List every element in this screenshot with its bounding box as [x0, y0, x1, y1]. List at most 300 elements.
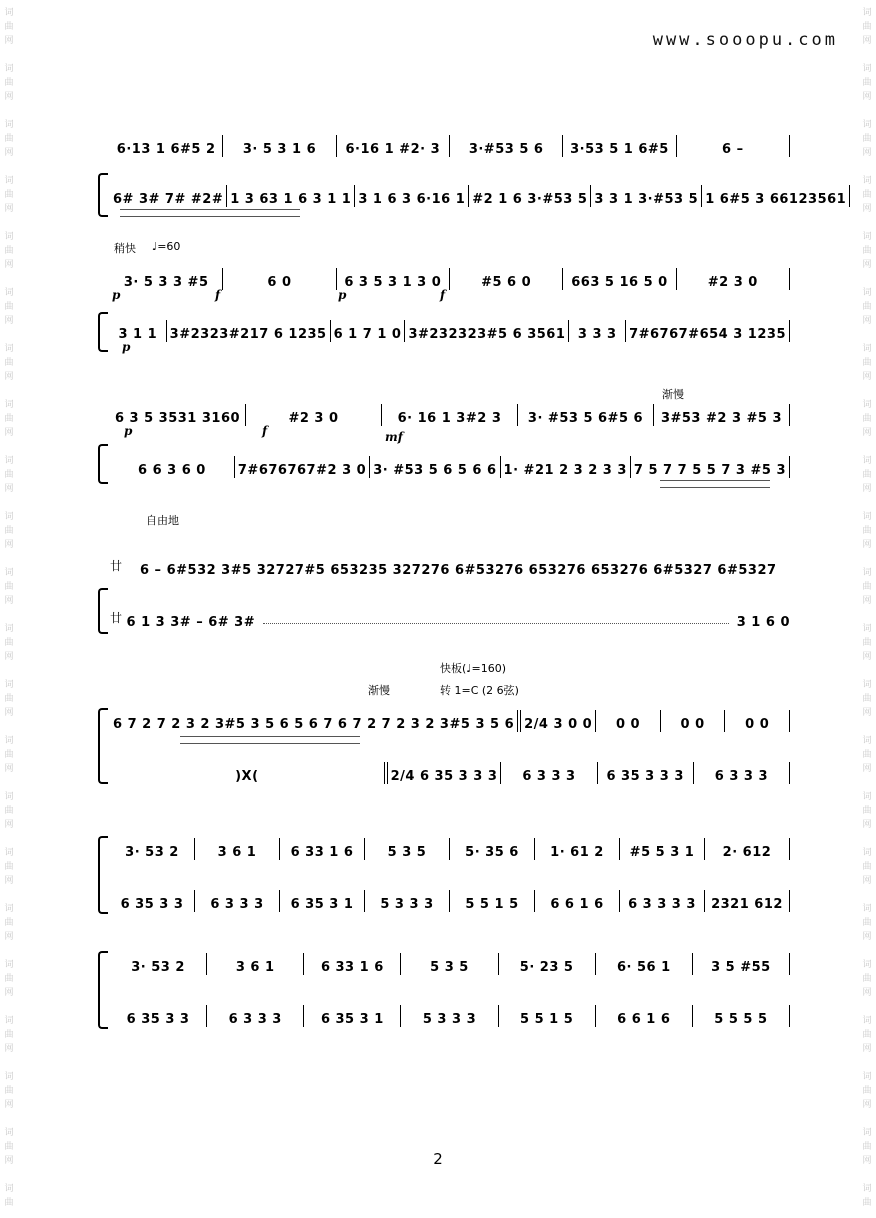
- dynamic-p: p: [112, 288, 121, 302]
- measure: [626, 320, 790, 342]
- measure: [280, 838, 365, 860]
- watermark-glyph: 网: [4, 316, 14, 326]
- watermark-glyph: 曲: [4, 1198, 14, 1208]
- notation-text: 3·#53 5 6: [468, 142, 544, 157]
- measure: [207, 1005, 304, 1027]
- notation-text: 3· 5 3 1 6: [242, 142, 317, 157]
- notation-text: 5 3 3 3: [380, 897, 434, 912]
- notation-text: 6 35 3 3 3: [606, 769, 684, 784]
- watermark-glyph: 曲: [4, 862, 14, 872]
- watermark-glyph: 词: [862, 456, 872, 466]
- notation-text: 5 3 5: [430, 960, 469, 975]
- watermark-glyph: 曲: [4, 750, 14, 760]
- watermark-glyph: 曲: [4, 582, 14, 592]
- measure: [370, 456, 500, 478]
- watermark-glyph: 词: [862, 960, 872, 970]
- notation-text: 6· 56 1: [616, 960, 671, 975]
- notation-text: 6 0: [267, 275, 292, 290]
- measure: [535, 890, 620, 912]
- tempo-change-marking: 快板(♩=160): [440, 662, 506, 675]
- watermark-glyph: 词: [862, 176, 872, 186]
- measure: [365, 838, 450, 860]
- upper-staff: [110, 706, 790, 732]
- watermark-glyph: 网: [862, 1044, 872, 1054]
- measure: [694, 762, 790, 784]
- watermark-glyph: 曲: [4, 358, 14, 368]
- notation-text: 6 3 5 3 1 3 0: [344, 275, 442, 290]
- watermark-glyph: 词: [4, 1128, 14, 1138]
- notation-text: 5 5 5 5: [714, 1012, 768, 1027]
- notation-text: 3 1 6 0: [736, 615, 790, 630]
- notation-text: 6 33 1 6: [320, 960, 384, 975]
- measure: [355, 185, 469, 207]
- measure: [223, 268, 336, 290]
- watermark-glyph: 曲: [862, 78, 872, 88]
- watermark-glyph: 词: [4, 456, 14, 466]
- notation-text: 6 3 3 3: [210, 897, 264, 912]
- notation-text: 3#232323#5 6 3561: [408, 327, 566, 342]
- measure: [110, 838, 195, 860]
- score-system-4: [100, 508, 790, 638]
- watermark-glyph: 词: [862, 232, 872, 242]
- notation-text: 6 33 1 6: [290, 845, 354, 860]
- notation-text: 0 0: [745, 717, 770, 732]
- score-system-6: [100, 820, 790, 920]
- watermark-glyph: 网: [4, 260, 14, 270]
- notation-text: 6 35 3 1: [290, 897, 354, 912]
- watermark-glyph: 曲: [4, 22, 14, 32]
- watermark-glyph: 曲: [4, 1086, 14, 1096]
- watermark-glyph: 词: [4, 512, 14, 522]
- notation-text: #5 5 3 1: [629, 845, 695, 860]
- watermark-glyph: 曲: [4, 190, 14, 200]
- measure: [110, 320, 167, 342]
- watermark-glyph: 曲: [4, 694, 14, 704]
- measure: [227, 185, 355, 207]
- watermark-glyph: 曲: [862, 806, 872, 816]
- notation-text: 2/4 6 35 3 3 3: [390, 769, 498, 784]
- notation-text: 3#2323#217 6 1235: [169, 327, 327, 342]
- watermark-glyph: 曲: [4, 526, 14, 536]
- notation-text: 6 6 3 6 0: [138, 463, 206, 478]
- watermark-glyph: 词: [862, 64, 872, 74]
- score-system-1: [100, 125, 847, 220]
- measure: [331, 320, 406, 342]
- measure: [110, 710, 521, 732]
- watermark-glyph: 曲: [862, 414, 872, 424]
- measure: [246, 404, 382, 426]
- notation-text: 3 6 1: [235, 960, 275, 975]
- watermark-glyph: 网: [4, 932, 14, 942]
- measure: [235, 456, 370, 478]
- measure: [677, 268, 790, 290]
- watermark-glyph: 曲: [4, 78, 14, 88]
- notation-text: 3 6 1: [217, 845, 257, 860]
- notation-text: 6 3 3 3: [714, 769, 769, 784]
- lower-staff: [110, 758, 790, 784]
- measure: [337, 135, 450, 157]
- decrescendo-hairpin: [660, 480, 770, 488]
- watermark-glyph: 网: [862, 316, 872, 326]
- watermark-glyph: 网: [4, 708, 14, 718]
- measure: [110, 135, 223, 157]
- measure: [499, 953, 596, 975]
- watermark-glyph: 曲: [862, 134, 872, 144]
- notation-text: 5 3 3 3: [422, 1012, 477, 1027]
- measure: [499, 1005, 596, 1027]
- watermark-glyph: 网: [4, 820, 14, 830]
- watermark-glyph: 词: [4, 288, 14, 298]
- notation-text: 6 –: [722, 142, 744, 157]
- notation-text: 7#676767#2 3 0: [237, 463, 367, 478]
- measure: [535, 838, 620, 860]
- watermark-glyph: 曲: [862, 638, 872, 648]
- notation-text: 3 5 #55: [711, 960, 771, 975]
- watermark-glyph: 曲: [4, 414, 14, 424]
- watermark-glyph: 曲: [862, 974, 872, 984]
- watermark-glyph: 曲: [4, 470, 14, 480]
- watermark-glyph: 词: [862, 512, 872, 522]
- measure: [280, 890, 365, 912]
- upper-staff: [110, 834, 790, 860]
- watermark-glyph: 词: [862, 400, 872, 410]
- notation-text: 2/4 3 0 0: [524, 717, 593, 732]
- measure: [569, 320, 626, 342]
- watermark-glyph: 网: [862, 372, 872, 382]
- watermark-glyph: 网: [862, 204, 872, 214]
- roll-mark: )X(: [235, 769, 259, 784]
- notation-text: 6 6 1 6: [617, 1012, 671, 1027]
- watermark-glyph: 曲: [862, 1086, 872, 1096]
- measure: [110, 953, 207, 975]
- notation-text: 3· #53 5 6#5 6: [527, 411, 644, 426]
- watermark-glyph: 曲: [4, 1142, 14, 1152]
- measure: [110, 456, 235, 478]
- watermark-glyph: 曲: [862, 918, 872, 928]
- site-url: www.sooopu.com: [652, 30, 838, 50]
- watermark-glyph: 曲: [4, 134, 14, 144]
- watermark-glyph: 曲: [862, 1142, 872, 1152]
- page-number: 2: [433, 1150, 443, 1168]
- watermark-glyph: 曲: [862, 470, 872, 480]
- watermark-glyph: 曲: [862, 190, 872, 200]
- watermark-glyph: 词: [862, 736, 872, 746]
- watermark-glyph: 网: [4, 764, 14, 774]
- watermark-glyph: 网: [862, 1156, 872, 1166]
- measure: [110, 185, 227, 207]
- notation-text: 6 3 5 3531 3160: [114, 411, 241, 426]
- notation-text: 3 3 3: [577, 327, 617, 342]
- watermark-glyph: 词: [862, 344, 872, 354]
- lower-staff: [110, 604, 790, 630]
- measure: [388, 762, 502, 784]
- measure: [705, 838, 790, 860]
- watermark-glyph: 词: [4, 568, 14, 578]
- notation-text: 6· 16 1 3#2 3: [397, 411, 502, 426]
- notation-text: 2· 612: [722, 845, 772, 860]
- notation-text: 3· 53 2: [131, 960, 185, 975]
- score-system-5: [100, 660, 790, 790]
- upper-staff: [110, 400, 790, 426]
- measure: [702, 185, 850, 207]
- watermark-glyph: 曲: [4, 974, 14, 984]
- measure: [223, 135, 336, 157]
- watermark-right-strip: [860, 0, 874, 1218]
- score-system-2: [100, 240, 790, 360]
- watermark-glyph: 网: [4, 148, 14, 158]
- notation-text: 2321 612: [711, 897, 783, 912]
- watermark-glyph: 词: [4, 792, 14, 802]
- watermark-glyph: 曲: [4, 638, 14, 648]
- notation-text: 1 3 63 1 6 3 1 1: [230, 192, 352, 207]
- tempo-value: ♩=60: [152, 240, 181, 253]
- measure: [620, 890, 705, 912]
- watermark-glyph: 词: [862, 680, 872, 690]
- notation-text: 6·16 1 #2· 3: [345, 142, 441, 157]
- system-brace: [98, 836, 108, 914]
- measure: [596, 953, 693, 975]
- measure: [110, 268, 223, 290]
- score-system-7: [100, 935, 790, 1035]
- measure: [654, 404, 790, 426]
- watermark-glyph: 网: [4, 596, 14, 606]
- notation-text: 5· 35 6: [465, 845, 519, 860]
- notation-text: 3 1 1: [118, 327, 158, 342]
- notation-text: 3#53 #2 3 #5 3: [660, 411, 783, 426]
- watermark-glyph: 曲: [862, 358, 872, 368]
- watermark-glyph: 词: [862, 288, 872, 298]
- watermark-glyph: 词: [4, 960, 14, 970]
- system-brace: [98, 173, 108, 217]
- measure: [382, 404, 518, 426]
- notation-text: 6# 3# 7# #2#: [113, 192, 224, 207]
- measure: [365, 890, 450, 912]
- dynamic-p: p: [338, 288, 347, 302]
- measure: [501, 762, 597, 784]
- watermark-glyph: 网: [4, 428, 14, 438]
- measure: [563, 268, 676, 290]
- watermark-glyph: 词: [4, 176, 14, 186]
- watermark-glyph: 曲: [862, 750, 872, 760]
- measure: [725, 710, 790, 732]
- system-brace: [98, 588, 108, 634]
- notation-text: 6 3 3 3 3: [628, 897, 696, 912]
- notation-text: 6 35 3 3: [120, 897, 184, 912]
- measure: [469, 185, 591, 207]
- watermark-glyph: 网: [862, 92, 872, 102]
- measure: [631, 456, 790, 478]
- watermark-glyph: 词: [862, 568, 872, 578]
- watermark-glyph: 曲: [862, 302, 872, 312]
- notation-text: 3· #53 5 6 5 6 6: [373, 463, 497, 478]
- measure: [450, 890, 535, 912]
- measure: [127, 556, 790, 578]
- watermark-glyph: 网: [862, 652, 872, 662]
- watermark-glyph: 网: [4, 484, 14, 494]
- watermark-glyph: 曲: [862, 22, 872, 32]
- measure: [401, 953, 498, 975]
- lower-staff: [110, 452, 790, 478]
- watermark-glyph: 网: [862, 708, 872, 718]
- lower-staff: [110, 181, 847, 207]
- measure: [596, 1005, 693, 1027]
- system-brace: [98, 951, 108, 1029]
- notation-text: 3·53 5 1 6#5: [570, 142, 669, 157]
- watermark-glyph: 网: [4, 988, 14, 998]
- watermark-glyph: 网: [862, 876, 872, 886]
- watermark-glyph: 词: [862, 1184, 872, 1194]
- measure: [304, 1005, 401, 1027]
- measure: [110, 1005, 207, 1027]
- watermark-glyph: 网: [4, 1100, 14, 1110]
- watermark-glyph: 曲: [862, 862, 872, 872]
- watermark-glyph: 网: [862, 540, 872, 550]
- notation-text: 6 3 3 3: [228, 1012, 282, 1027]
- watermark-glyph: 词: [4, 1016, 14, 1026]
- dotted-hold-line: [263, 623, 729, 624]
- notation-text: 5· 23 5: [519, 960, 574, 975]
- measure: [661, 710, 726, 732]
- watermark-glyph: 词: [862, 1128, 872, 1138]
- measure: [110, 762, 388, 784]
- measure: [598, 762, 694, 784]
- watermark-glyph: 词: [4, 1184, 14, 1194]
- lead-glyph: 廿: [110, 558, 123, 573]
- watermark-glyph: 网: [862, 36, 872, 46]
- lead-glyph: 廿: [110, 610, 123, 625]
- ritardando-marking: 渐慢: [662, 388, 684, 401]
- notation-text: 6 1 3 3# – 6# 3#: [126, 615, 256, 630]
- measure: [450, 135, 563, 157]
- measure: [450, 838, 535, 860]
- watermark-glyph: 曲: [4, 1030, 14, 1040]
- watermark-glyph: 网: [862, 764, 872, 774]
- measure: [110, 404, 246, 426]
- lower-staff: [110, 316, 790, 342]
- upper-staff: [110, 949, 790, 975]
- measure: [693, 1005, 790, 1027]
- measure: [705, 890, 790, 912]
- watermark-glyph: 曲: [4, 302, 14, 312]
- watermark-glyph: 网: [4, 92, 14, 102]
- measure: [110, 890, 195, 912]
- notation-text: 6 3 3 3: [522, 769, 576, 784]
- notation-text: 1· 61 2: [550, 845, 604, 860]
- watermark-glyph: 网: [4, 204, 14, 214]
- notation-text: #5 6 0: [481, 275, 532, 290]
- notation-text: 663 5 16 5 0: [571, 275, 668, 290]
- notation-text: 3· 5 3 3 #5: [123, 275, 209, 290]
- notation-text: 1 6#5 3 66123561: [705, 192, 847, 207]
- system-brace: [98, 444, 108, 484]
- upper-staff: [110, 552, 790, 578]
- watermark-glyph: 网: [4, 372, 14, 382]
- notation-text: 6 35 3 1: [320, 1012, 384, 1027]
- decrescendo-hairpin: [180, 736, 360, 744]
- measure: [693, 953, 790, 975]
- measure: [195, 890, 280, 912]
- key-change-marking: 转 1=C (2 6弦): [440, 684, 519, 697]
- watermark-glyph: 网: [4, 876, 14, 886]
- notation-text: 6 6 1 6: [550, 897, 604, 912]
- notation-text: 0 0: [680, 717, 705, 732]
- measure: [501, 456, 631, 478]
- watermark-glyph: 词: [862, 904, 872, 914]
- system-brace: [98, 312, 108, 352]
- watermark-glyph: 曲: [862, 1030, 872, 1040]
- watermark-glyph: 词: [4, 680, 14, 690]
- watermark-glyph: 词: [4, 400, 14, 410]
- measure: [596, 710, 661, 732]
- notation-text: 5 3 5: [387, 845, 427, 860]
- watermark-glyph: 曲: [862, 694, 872, 704]
- watermark-glyph: 曲: [4, 246, 14, 256]
- watermark-glyph: 曲: [4, 918, 14, 928]
- score-system-3: [100, 382, 790, 492]
- upper-staff: [110, 264, 790, 290]
- watermark-glyph: 词: [4, 8, 14, 18]
- notation-text: 1· #21 2 3 2 3 3: [503, 463, 627, 478]
- watermark-glyph: 网: [4, 540, 14, 550]
- measure: [563, 135, 676, 157]
- dynamic-f: f: [440, 288, 446, 302]
- measure: [405, 320, 569, 342]
- measure: [450, 268, 563, 290]
- watermark-glyph: 网: [862, 484, 872, 494]
- watermark-glyph: 词: [4, 904, 14, 914]
- watermark-glyph: 网: [4, 1044, 14, 1054]
- dynamic-p: p: [124, 424, 133, 438]
- watermark-glyph: 词: [862, 1072, 872, 1082]
- notation-text: #2 3 0: [288, 411, 339, 426]
- notation-text: 5 5 1 5: [520, 1012, 574, 1027]
- crescendo-hairpin: [120, 209, 300, 217]
- watermark-glyph: 网: [4, 652, 14, 662]
- notation-text: 6 7 2 7 2 3 2 3#5 3 5 6 5 6 7 6 7 2 7 2 3 2 3#5 3 5 6: [113, 717, 515, 732]
- measure: [304, 953, 401, 975]
- dynamic-f: f: [262, 424, 268, 438]
- watermark-glyph: 网: [862, 1100, 872, 1110]
- watermark-glyph: 曲: [862, 582, 872, 592]
- measure: [620, 838, 705, 860]
- notation-text: 6·13 1 6#5 2: [116, 142, 216, 157]
- measure: [195, 838, 280, 860]
- tempo-marking: 稍快: [114, 242, 136, 255]
- watermark-glyph: 词: [862, 792, 872, 802]
- watermark-left-strip: [2, 0, 16, 1218]
- notation-text: 0 0: [615, 717, 641, 732]
- measure: [518, 404, 654, 426]
- watermark-glyph: 曲: [862, 246, 872, 256]
- dynamic-p: p: [122, 340, 131, 354]
- measure: [521, 710, 596, 732]
- watermark-glyph: 网: [862, 148, 872, 158]
- watermark-glyph: 词: [862, 848, 872, 858]
- lower-staff: [110, 1001, 790, 1027]
- watermark-glyph: 词: [4, 624, 14, 634]
- watermark-glyph: 词: [862, 1016, 872, 1026]
- watermark-glyph: 词: [4, 232, 14, 242]
- measure: [207, 953, 304, 975]
- free-tempo-marking: 自由地: [146, 514, 179, 527]
- notation-text: 6 35 3 3: [126, 1012, 190, 1027]
- watermark-glyph: 词: [862, 8, 872, 18]
- notation-text: 6 – 6#532 3#5 32727#5 653235 327276 6#53276 653276 653276 6#5327 6#5327: [139, 563, 777, 578]
- notation-text: 6 1 7 1 0: [333, 327, 402, 342]
- watermark-glyph: 网: [862, 820, 872, 830]
- notation-text: #2 1 6 3·#53 5: [472, 192, 588, 207]
- watermark-glyph: 网: [862, 428, 872, 438]
